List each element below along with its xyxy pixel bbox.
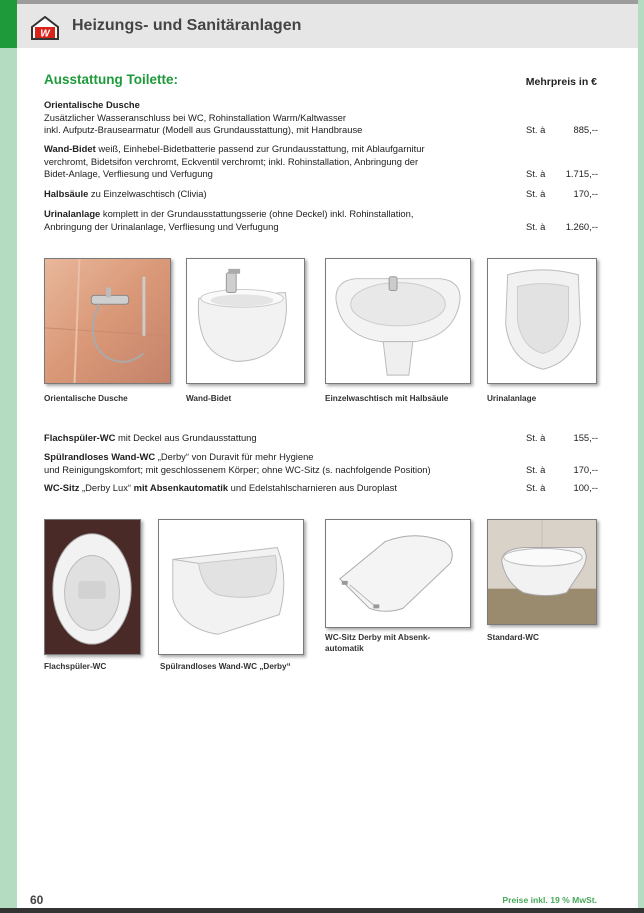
shower-photo	[44, 258, 171, 384]
wall-toilet-icon	[159, 520, 303, 654]
toilet-seat-icon	[326, 520, 470, 627]
toilet-icon	[45, 520, 140, 654]
item-text: „Derby Lux“	[79, 482, 134, 493]
logo-letter: W	[40, 28, 50, 40]
item-name: Wand-Bidet	[44, 143, 96, 154]
item-text: und Reinigungskomfort; mit geschlossenem Körper; ohne WC-Sitz (s. nachfolgende Position)	[44, 463, 431, 475]
item-text: mit Deckel aus Grundausstattung	[115, 432, 257, 443]
item-name: Orientalische Dusche	[44, 99, 140, 110]
shower-icon	[45, 259, 170, 383]
item-price: 1.260,--	[565, 220, 598, 232]
washbasin-photo	[325, 258, 471, 384]
item-unit: St. à	[526, 432, 546, 443]
price-column-header: Mehrpreis in €	[525, 76, 597, 88]
photo-caption: Urinalanlage	[487, 394, 537, 403]
wall-toilet-photo	[158, 519, 304, 655]
standard-toilet-photo	[487, 519, 597, 625]
photo-caption: Standard-WC	[487, 633, 539, 642]
page-number: 60	[30, 893, 44, 907]
bottom-strip	[0, 908, 644, 913]
photo-caption: Flachspüler-WC	[44, 662, 107, 671]
item-name: Urinalanlage	[44, 208, 101, 219]
standard-toilet-icon	[488, 520, 596, 624]
caption-line: automatik	[325, 643, 364, 653]
left-side-bar	[0, 0, 17, 913]
item-text: zu Einzelwaschtisch (Clivia)	[88, 188, 207, 199]
photo-caption: Spülrandloses Wand-WC „Derby“	[160, 662, 291, 671]
price-item	[44, 482, 598, 495]
price-item	[44, 99, 598, 137]
item-price: 1.715,--	[565, 168, 598, 180]
caption-line: WC-Sitz Derby mit Absenk-	[325, 633, 431, 642]
item-name: Halbsäule	[44, 188, 89, 199]
item-text: inkl. Aufputz-Brausearmatur (Modell aus Grundausstattung), mit Handbrause	[44, 124, 363, 136]
toilet-seat-photo	[325, 519, 471, 628]
bidet-photo	[186, 258, 305, 384]
item-unit: St. à	[526, 124, 546, 136]
item-unit: St. à	[526, 463, 546, 475]
photo-caption	[325, 633, 430, 654]
item-price: 170,--	[573, 463, 598, 475]
flush-toilet-photo	[44, 519, 141, 655]
item-price: 155,--	[573, 432, 598, 443]
item-unit: St. à	[526, 220, 546, 232]
item-price: 885,--	[573, 124, 598, 136]
right-side-bar	[638, 0, 644, 913]
price-item	[44, 208, 598, 233]
washbasin-icon	[326, 259, 470, 383]
item-price: 170,--	[573, 188, 598, 199]
item-text: verchromt, Bidetsifon verchromt, Eckventil verchromt; inkl. Rohinstallation, Anbringung der	[44, 155, 419, 167]
item-unit: St. à	[526, 168, 546, 180]
bidet-icon	[187, 259, 304, 383]
urinal-photo	[487, 258, 597, 384]
item-name: Flachspüler-WC	[44, 432, 116, 443]
header-accent	[0, 0, 17, 48]
item-text: Zusätzlicher Wasseranschluss bei WC, Rohinstallation Warm/Kaltwasser	[44, 111, 347, 123]
item-feature: mit Absenkautomatik	[133, 482, 229, 493]
item-text: „Derby“ von Duravit für mehr Hygiene	[155, 451, 314, 462]
item-text: weiß, Einhebel-Bidetbatterie passend zur Grundausstattung, mit Ablaufgarnitur	[95, 143, 425, 154]
item-text: Anbringung der Urinalanlage, Verfliesung und Verfugung	[44, 220, 279, 232]
urinal-icon	[488, 259, 596, 383]
item-text: komplett in der Grundausstattungsserie (ohne Deckel) inkl. Rohinstallation,	[100, 208, 414, 219]
photo-caption: Einzelwaschtisch mit Halbsäule	[325, 394, 449, 403]
item-unit: St. à	[526, 188, 546, 199]
photo-caption: Orientalische Dusche	[44, 394, 128, 403]
item-name: WC-Sitz	[44, 482, 80, 493]
item-text: und Edelstahlscharnieren aus Duroplast	[228, 482, 397, 493]
item-unit: St. à	[526, 482, 546, 493]
price-item	[44, 451, 598, 476]
price-item	[44, 188, 598, 201]
price-item	[44, 432, 598, 445]
brand-logo-icon	[30, 16, 60, 40]
price-item	[44, 143, 598, 181]
item-name: Spülrandloses Wand-WC	[44, 451, 156, 462]
item-price: 100,--	[573, 482, 598, 493]
page-title: Heizungs- und Sanitäranlagen	[72, 17, 302, 34]
photo-caption: Wand-Bidet	[186, 394, 232, 403]
item-text: Bidet-Anlage, Verfliesung und Verfugung	[44, 168, 213, 180]
footer-note: Preise inkl. 19 % MwSt.	[502, 895, 597, 905]
section-title: Ausstattung Toilette:	[44, 72, 178, 87]
